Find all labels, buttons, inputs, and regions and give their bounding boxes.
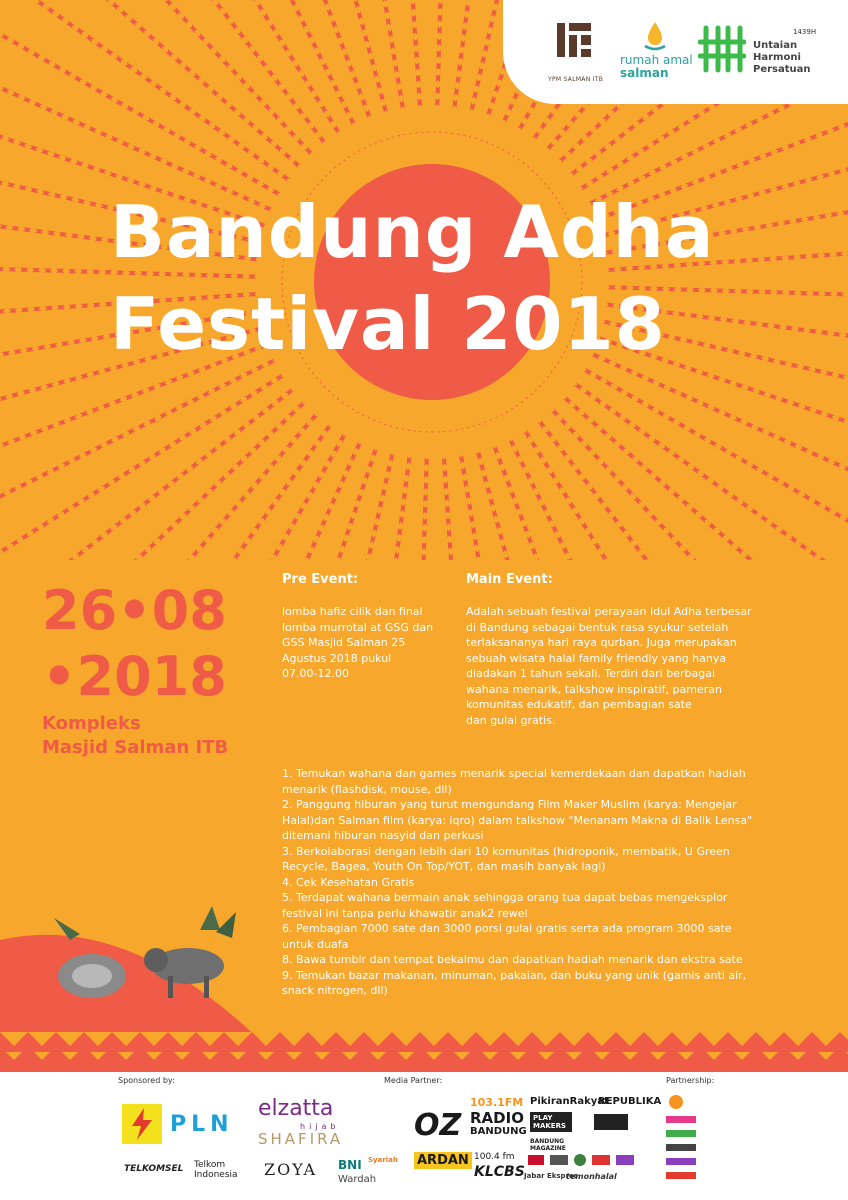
date-line-1: 26•08 (42, 579, 227, 642)
pln-bolt-icon (122, 1104, 162, 1144)
untaian-harmoni-logo-icon (698, 24, 746, 74)
triangle-pattern-band (0, 1032, 848, 1072)
klcbs-frequency: 100.4 fm (474, 1152, 515, 1162)
activity-item: Halal)dan Salman film (karya: iqro) dalam talkshow "Menanam Makna di Balik Lensa" (282, 813, 753, 827)
oz-bandung-label: BANDUNG (470, 1126, 527, 1137)
zoya-logo: ZOYA (264, 1160, 318, 1179)
activity-item: 1. Temukan wahana dan games menarik special kemerdekaan dan dapatkan hadiah (282, 767, 746, 780)
date-line-2: •2018 (42, 645, 227, 708)
activity-item: 8. Bawa tumblr dan tempat bekalmu dan dapatkan hadiah menarik dan ekstra sate (282, 953, 743, 966)
pln-logo-text: PLN (170, 1112, 234, 1137)
jabar-ekspres-logo: Jabar Ekspres (524, 1172, 578, 1180)
main-event-line: dan gulai gratis. (466, 713, 556, 727)
main-event-line: Adalah sebuah festival perayaan Idul Adha terbesar (466, 605, 752, 618)
pre-event-line: GSS Masjid Salman 25 (282, 636, 406, 649)
telkom-line-2: Indonesia (194, 1170, 238, 1180)
uhp-line-3: Persatuan (753, 64, 811, 75)
pre-event-heading: Pre Event: (282, 572, 359, 587)
pre-event-line: 07.00-12.00 (282, 667, 349, 680)
play-makers-logo: PLAY MAKERS (530, 1112, 572, 1132)
activities-list (282, 766, 802, 999)
rumah-amal-salman-logo (620, 54, 693, 80)
title-line-2: Festival 2018 (110, 282, 666, 366)
event-date (42, 578, 227, 710)
small-partner-logos (528, 1152, 638, 1170)
ypm-salman-logo-icon (556, 22, 592, 58)
oz-frequency: 103.1FM (470, 1096, 524, 1109)
main-event-line: di Bandung sebagai bentuk rasa syukur setelah (466, 620, 729, 634)
title-line-1: Bandung Adha (110, 190, 715, 274)
activity-item: 5. Terdapat wahana bermain anak sehingga orang tua dapat bebas mengeksplor (282, 891, 728, 904)
activity-item: snack nitrogen, dll) (282, 984, 388, 997)
main-event-line: komunitas edukatif, dan pembagian sate (466, 698, 692, 711)
pre-event-line: lomba hafiz cilik dan final (282, 605, 423, 618)
oz-radio-logo: OZ (414, 1108, 462, 1143)
partnership-label: Partnership: (666, 1076, 715, 1085)
klcbs-logo: KLCBS (474, 1164, 525, 1180)
oz-radio-label: RADIO (470, 1109, 524, 1127)
activity-item: 3. Berkolaborasi dengan lebih dari 10 komunitas (hidroponik, membatik, U Green (282, 844, 730, 858)
main-event-line: terlaksananya hari raya qurban. Juga merupakan (466, 636, 737, 649)
pre-event-line: Agustus 2018 pukul (282, 651, 392, 665)
venue-line-2: Masjid Salman ITB (42, 737, 229, 758)
main-event-line: diadakan 1 tahun sekali. Terdiri dari berbagai (466, 667, 716, 680)
main-event-line: wahana menarik, talkshow inspiratif, pameran (466, 682, 722, 696)
temon-halal-logo: temonhalal (566, 1172, 617, 1181)
uhp-line-1: Untaian (753, 40, 798, 51)
sponsored-by-label: Sponsored by: (118, 1076, 175, 1085)
ypm-salman-label: YPM SALMAN ITB (548, 76, 604, 83)
sponsor-footer (0, 1072, 848, 1200)
republika-logo: REPUBLIKA (598, 1096, 662, 1107)
activity-item: festival ini tanpa perlu khawatir anak2 rewel (282, 906, 528, 920)
activity-item: 9. Temukan bazar makanan, minuman, pakaian, dan buku yang unik (gamis anti air, (282, 968, 747, 982)
elzatta-logo: elzatta (258, 1096, 334, 1121)
pre-event-line: lomba murrotal at GSG dan (282, 620, 434, 634)
uhp-line-2: Harmoni (753, 52, 801, 63)
ram-line-1: rumah amal (620, 53, 693, 67)
telkom-line-1: Telkom (194, 1160, 226, 1170)
main-event-description (466, 604, 806, 728)
telkomsel-logo: TELKOMSEL (124, 1164, 184, 1174)
rumah-amal-drop-icon (642, 20, 668, 52)
media-partner-label: Media Partner: (384, 1076, 443, 1085)
festival-title (110, 186, 790, 370)
bni-syariah-label: Syariah (368, 1156, 398, 1164)
activity-item: menarik (flashdisk, mouse, dll) (282, 782, 452, 796)
activity-item: Recycle, Bagea, Youth On Top/YOT, dan masih banyak lagi) (282, 860, 606, 873)
cow-and-meat-illustration (0, 900, 300, 1050)
ardan-logo: ARDAN (414, 1152, 472, 1169)
shafira-logo: SHAFIRA (258, 1130, 344, 1148)
bandung-magazine-logo: BANDUNG MAGAZINE (530, 1138, 566, 1152)
activity-item: 4. Cek Kesehatan Gratis (282, 875, 415, 889)
activity-item: untuk duafa (282, 937, 349, 951)
wardah-logo: Wardah (338, 1174, 377, 1185)
bni-logo: BNI (338, 1158, 362, 1172)
main-event-line: sebuah wisata halal family friendly yang hanya (466, 651, 727, 665)
pre-event-description (282, 604, 452, 682)
activity-item: ditemani hiburan nasyid dan perkusi (282, 829, 484, 842)
media-logo-block (594, 1114, 628, 1130)
venue-line-1: Kompleks (42, 713, 141, 734)
uhp-year-label: 1439H (793, 28, 817, 36)
event-venue (42, 712, 228, 760)
elzatta-hijab-label: hijab (300, 1122, 340, 1131)
uhp-text-logo (753, 40, 811, 76)
activity-item: 6. Pembagian 7000 sate dan 3000 porsi gulai gratis serta ada program 3000 sate (282, 922, 732, 935)
ram-line-2: salman (620, 66, 669, 80)
pikiran-rakyat-logo: PikiranRakyat (530, 1096, 609, 1107)
partnership-logos (664, 1092, 700, 1192)
activity-item: 2. Panggung hiburan yang turut mengundang Film Maker Muslim (karya: Mengejar (282, 798, 737, 811)
telkom-indonesia-logo (194, 1160, 238, 1180)
main-event-heading: Main Event: (466, 572, 553, 587)
